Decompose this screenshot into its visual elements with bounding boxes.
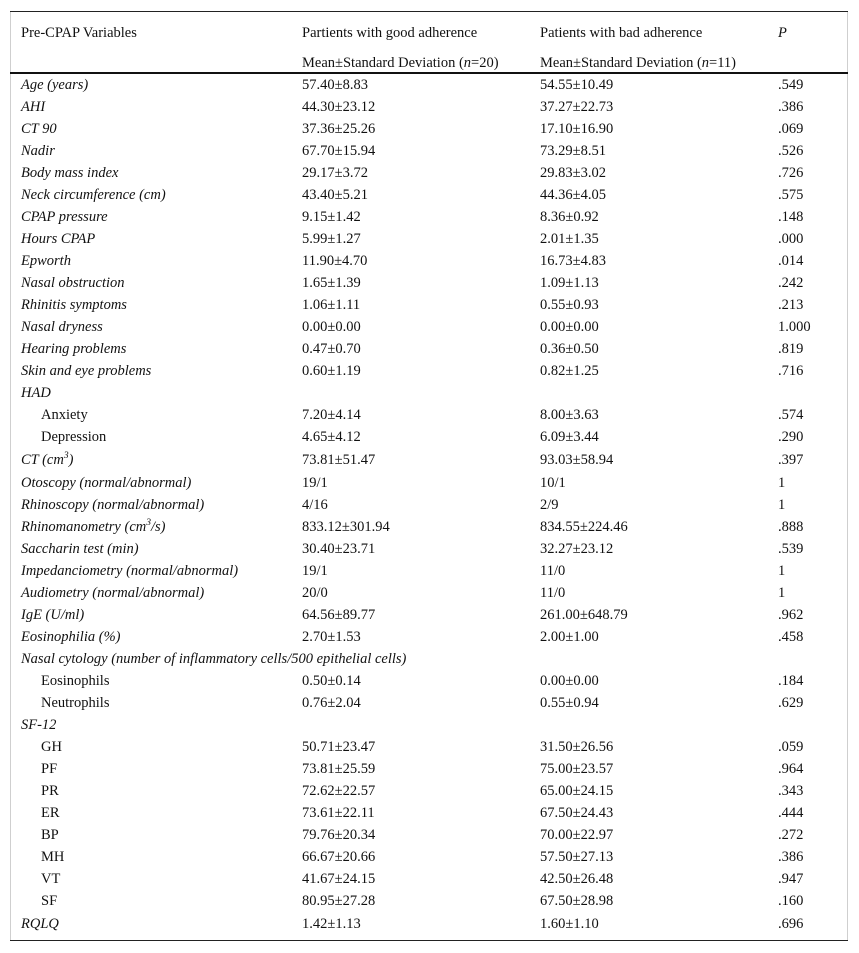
p-value: 1	[778, 585, 786, 601]
table-row	[0, 96, 859, 118]
bad-adherence-value: 8.00±3.63	[540, 407, 599, 423]
good-adherence-value: 1.42±1.13	[302, 916, 361, 932]
p-value: .386	[778, 99, 804, 115]
bad-adherence-value: 11/0	[540, 585, 566, 601]
p-value: .629	[778, 695, 804, 711]
row-label: SF-12	[21, 717, 57, 733]
bad-adherence-value: 17.10±16.90	[540, 121, 614, 137]
row-label: Anxiety	[41, 407, 88, 423]
table-header	[0, 18, 859, 72]
good-adherence-value: 1.06±1.11	[302, 297, 361, 313]
header-variable: Pre-CPAP Variables	[21, 25, 137, 41]
table-row	[0, 426, 859, 448]
row-label: Nasal obstruction	[21, 275, 125, 291]
p-value: .539	[778, 541, 804, 557]
table-row	[0, 516, 859, 538]
good-adherence-value: 79.76±20.34	[302, 827, 376, 843]
p-value: .574	[778, 407, 804, 423]
table-top-rule	[10, 11, 848, 12]
row-label: AHI	[21, 99, 46, 115]
bad-adherence-value: 16.73±4.83	[540, 253, 606, 269]
p-value: .184	[778, 673, 804, 689]
p-value: .014	[778, 253, 804, 269]
p-value: .069	[778, 121, 804, 137]
table-row	[0, 736, 859, 758]
table-body	[0, 74, 859, 936]
table-row	[0, 846, 859, 868]
good-adherence-value: 19/1	[302, 563, 328, 579]
good-adherence-value: 2.70±1.53	[302, 629, 361, 645]
table-row	[0, 184, 859, 206]
row-label: SF	[41, 893, 58, 909]
p-value: .458	[778, 629, 804, 645]
table-row	[0, 538, 859, 560]
good-adherence-value: 37.36±25.26	[302, 121, 376, 137]
bad-adherence-value: 0.82±1.25	[540, 363, 599, 379]
table-row	[0, 472, 859, 494]
bad-adherence-value: 75.00±23.57	[540, 761, 614, 777]
bad-adherence-value: 37.27±22.73	[540, 99, 614, 115]
row-label: BP	[41, 827, 59, 843]
bad-adherence-value: 261.00±648.79	[540, 607, 628, 623]
good-adherence-value: 20/0	[302, 585, 328, 601]
good-adherence-value: 64.56±89.77	[302, 607, 376, 623]
table-row	[0, 780, 859, 802]
p-value: .819	[778, 341, 804, 357]
bad-adherence-value: 54.55±10.49	[540, 77, 614, 93]
row-label: CPAP pressure	[21, 209, 108, 225]
bad-adherence-value: 29.83±3.02	[540, 165, 606, 181]
bad-adherence-value: 32.27±23.12	[540, 541, 614, 557]
table-bottom-rule	[10, 940, 848, 941]
row-label: Rhinitis symptoms	[21, 297, 127, 313]
row-label: Epworth	[21, 253, 71, 269]
header-bad-sub: Mean±Standard Deviation (n=11)	[540, 55, 736, 71]
table-row	[0, 338, 859, 360]
row-label: ER	[41, 805, 60, 821]
row-label: Audiometry (normal/abnormal)	[21, 585, 205, 601]
row-label: Eosinophils	[41, 673, 110, 689]
p-value: .272	[778, 827, 804, 843]
good-adherence-value: 833.12±301.94	[302, 519, 390, 535]
p-value: .000	[778, 231, 804, 247]
bad-adherence-value: 1.09±1.13	[540, 275, 599, 291]
bad-adherence-value: 0.00±0.00	[540, 673, 599, 689]
bad-adherence-value: 0.00±0.00	[540, 319, 599, 335]
good-adherence-value: 66.67±20.66	[302, 849, 376, 865]
good-adherence-value: 73.61±22.11	[302, 805, 375, 821]
good-adherence-value: 5.99±1.27	[302, 231, 361, 247]
p-value: .213	[778, 297, 804, 313]
header-p-value: P	[778, 25, 787, 41]
p-value: 1.000	[778, 319, 811, 335]
p-value: .888	[778, 519, 804, 535]
p-value: .726	[778, 165, 804, 181]
p-value: .343	[778, 783, 804, 799]
table-row	[0, 294, 859, 316]
table-row	[0, 74, 859, 96]
table-row	[0, 868, 859, 890]
bad-adherence-value: 73.29±8.51	[540, 143, 606, 159]
bad-adherence-value: 0.36±0.50	[540, 341, 599, 357]
table-row	[0, 692, 859, 714]
p-value: .575	[778, 187, 804, 203]
table-row	[0, 494, 859, 516]
p-value: .947	[778, 871, 804, 887]
good-adherence-value: 29.17±3.72	[302, 165, 368, 181]
p-value: .696	[778, 916, 804, 932]
row-label: HAD	[21, 385, 51, 401]
good-adherence-value: 4.65±4.12	[302, 429, 361, 445]
row-label: Neck circumference (cm)	[21, 187, 166, 203]
table-row	[0, 118, 859, 140]
bad-adherence-value: 11/0	[540, 563, 566, 579]
bad-adherence-value: 31.50±26.56	[540, 739, 614, 755]
bad-adherence-value: 6.09±3.44	[540, 429, 599, 445]
table-row	[0, 758, 859, 780]
bad-adherence-value: 834.55±224.46	[540, 519, 628, 535]
row-label: CT $(cm^3)$	[21, 451, 74, 468]
table-row	[0, 162, 859, 184]
bad-adherence-value: 44.36±4.05	[540, 187, 606, 203]
row-label: VT	[41, 871, 61, 887]
row-label: Body mass index	[21, 165, 119, 181]
table-row	[0, 802, 859, 824]
good-adherence-value: 73.81±51.47	[302, 452, 376, 468]
good-adherence-value: 30.40±23.71	[302, 541, 376, 557]
good-adherence-value: 44.30±23.12	[302, 99, 376, 115]
p-value: .549	[778, 77, 804, 93]
bad-adherence-value: 57.50±27.13	[540, 849, 614, 865]
bad-adherence-value: 0.55±0.94	[540, 695, 599, 711]
good-adherence-value: 0.00±0.00	[302, 319, 361, 335]
p-value: .059	[778, 739, 804, 755]
good-adherence-value: 72.62±22.57	[302, 783, 376, 799]
bad-adherence-value: 65.00±24.15	[540, 783, 614, 799]
p-value: .148	[778, 209, 804, 225]
good-adherence-value: 43.40±5.21	[302, 187, 368, 203]
table-row	[0, 250, 859, 272]
p-value: 1	[778, 475, 786, 491]
good-adherence-value: 1.65±1.39	[302, 275, 361, 291]
bad-adherence-value: 2.01±1.35	[540, 231, 599, 247]
p-value: 1	[778, 497, 786, 513]
p-value: .386	[778, 849, 804, 865]
bad-adherence-value: 1.60±1.10	[540, 916, 599, 932]
table-row	[0, 582, 859, 604]
p-value: .290	[778, 429, 804, 445]
bad-adherence-value: 93.03±58.94	[540, 452, 614, 468]
row-label: MH	[41, 849, 65, 865]
good-adherence-value: 73.81±25.59	[302, 761, 376, 777]
good-adherence-value: 11.90±4.70	[302, 253, 368, 269]
row-label: Skin and eye problems	[21, 363, 152, 379]
row-label: Otoscopy (normal/abnormal)	[21, 475, 192, 491]
good-adherence-value: 67.70±15.94	[302, 143, 376, 159]
table-row	[0, 448, 859, 472]
p-value: .160	[778, 893, 804, 909]
bad-adherence-value: 42.50±26.48	[540, 871, 614, 887]
table-row	[0, 626, 859, 648]
row-label: RQLQ	[21, 916, 59, 932]
good-adherence-value: 41.67±24.15	[302, 871, 376, 887]
bad-adherence-value: 8.36±0.92	[540, 209, 599, 225]
row-label: GH	[41, 739, 62, 755]
row-label: Eosinophilia (%)	[21, 629, 121, 645]
good-adherence-value: 4/16	[302, 497, 328, 513]
row-label: Saccharin test (min)	[21, 541, 139, 557]
table-row	[0, 648, 859, 670]
good-adherence-value: 0.60±1.19	[302, 363, 361, 379]
bad-adherence-value: 10/1	[540, 475, 566, 491]
good-adherence-value: 80.95±27.28	[302, 893, 376, 909]
row-label: CT 90	[21, 121, 57, 137]
row-label: Rhinoscopy (normal/abnormal)	[21, 497, 205, 513]
table-row	[0, 228, 859, 250]
p-value: .716	[778, 363, 804, 379]
row-label: Impedanciometry (normal/abnormal)	[21, 563, 239, 579]
bad-adherence-value: 0.55±0.93	[540, 297, 599, 313]
bad-adherence-value: 67.50±28.98	[540, 893, 614, 909]
good-adherence-value: 9.15±1.42	[302, 209, 361, 225]
table-row	[0, 890, 859, 912]
row-label: Nasal cytology (number of inflammatory cells/500 epithelial cells)	[21, 651, 407, 667]
table-row	[0, 206, 859, 228]
p-value: .397	[778, 452, 804, 468]
row-label: PR	[41, 783, 59, 799]
row-label: Depression	[41, 429, 107, 445]
row-label: Nasal dryness	[21, 319, 103, 335]
row-label: Rhinomanometry $(cm^3/s)$	[21, 518, 166, 535]
header-good-sub: Mean±Standard Deviation (n=20)	[302, 55, 499, 71]
table-row	[0, 560, 859, 582]
table-row	[0, 824, 859, 846]
p-value: .444	[778, 805, 804, 821]
p-value: .242	[778, 275, 804, 291]
row-label: Neutrophils	[41, 695, 110, 711]
p-value: 1	[778, 563, 786, 579]
header-good-adherence: Partients with good adherence Mean±Standard Deviation (n=20)	[302, 18, 499, 78]
bad-adherence-value: 67.50±24.43	[540, 805, 614, 821]
row-label: Age (years)	[21, 77, 89, 93]
row-label: Nadir	[21, 143, 55, 159]
good-adherence-value: 7.20±4.14	[302, 407, 361, 423]
row-label: IgE (U/ml)	[21, 607, 85, 623]
p-value: .962	[778, 607, 804, 623]
good-adherence-value: 0.76±2.04	[302, 695, 361, 711]
bad-adherence-value: 2/9	[540, 497, 559, 513]
table-row	[0, 360, 859, 382]
good-adherence-value: 57.40±8.83	[302, 77, 368, 93]
good-adherence-value: 0.47±0.70	[302, 341, 361, 357]
header-bad-adherence: Patients with bad adherence Mean±Standard Deviation (n=11)	[540, 18, 736, 78]
table-row	[0, 714, 859, 736]
table-row	[0, 316, 859, 338]
good-adherence-value: 50.71±23.47	[302, 739, 376, 755]
table-row	[0, 382, 859, 404]
good-adherence-value: 0.50±0.14	[302, 673, 361, 689]
bad-adherence-value: 70.00±22.97	[540, 827, 614, 843]
row-label: PF	[41, 761, 58, 777]
bad-adherence-value: 2.00±1.00	[540, 629, 599, 645]
table-row	[0, 604, 859, 626]
table-row	[0, 670, 859, 692]
table-row	[0, 404, 859, 426]
table-row	[0, 140, 859, 162]
good-adherence-value: 19/1	[302, 475, 328, 491]
row-label: Hearing problems	[21, 341, 127, 357]
p-value: .526	[778, 143, 804, 159]
row-label: Hours CPAP	[21, 231, 96, 247]
p-value: .964	[778, 761, 804, 777]
table-row	[0, 912, 859, 936]
table-row	[0, 272, 859, 294]
